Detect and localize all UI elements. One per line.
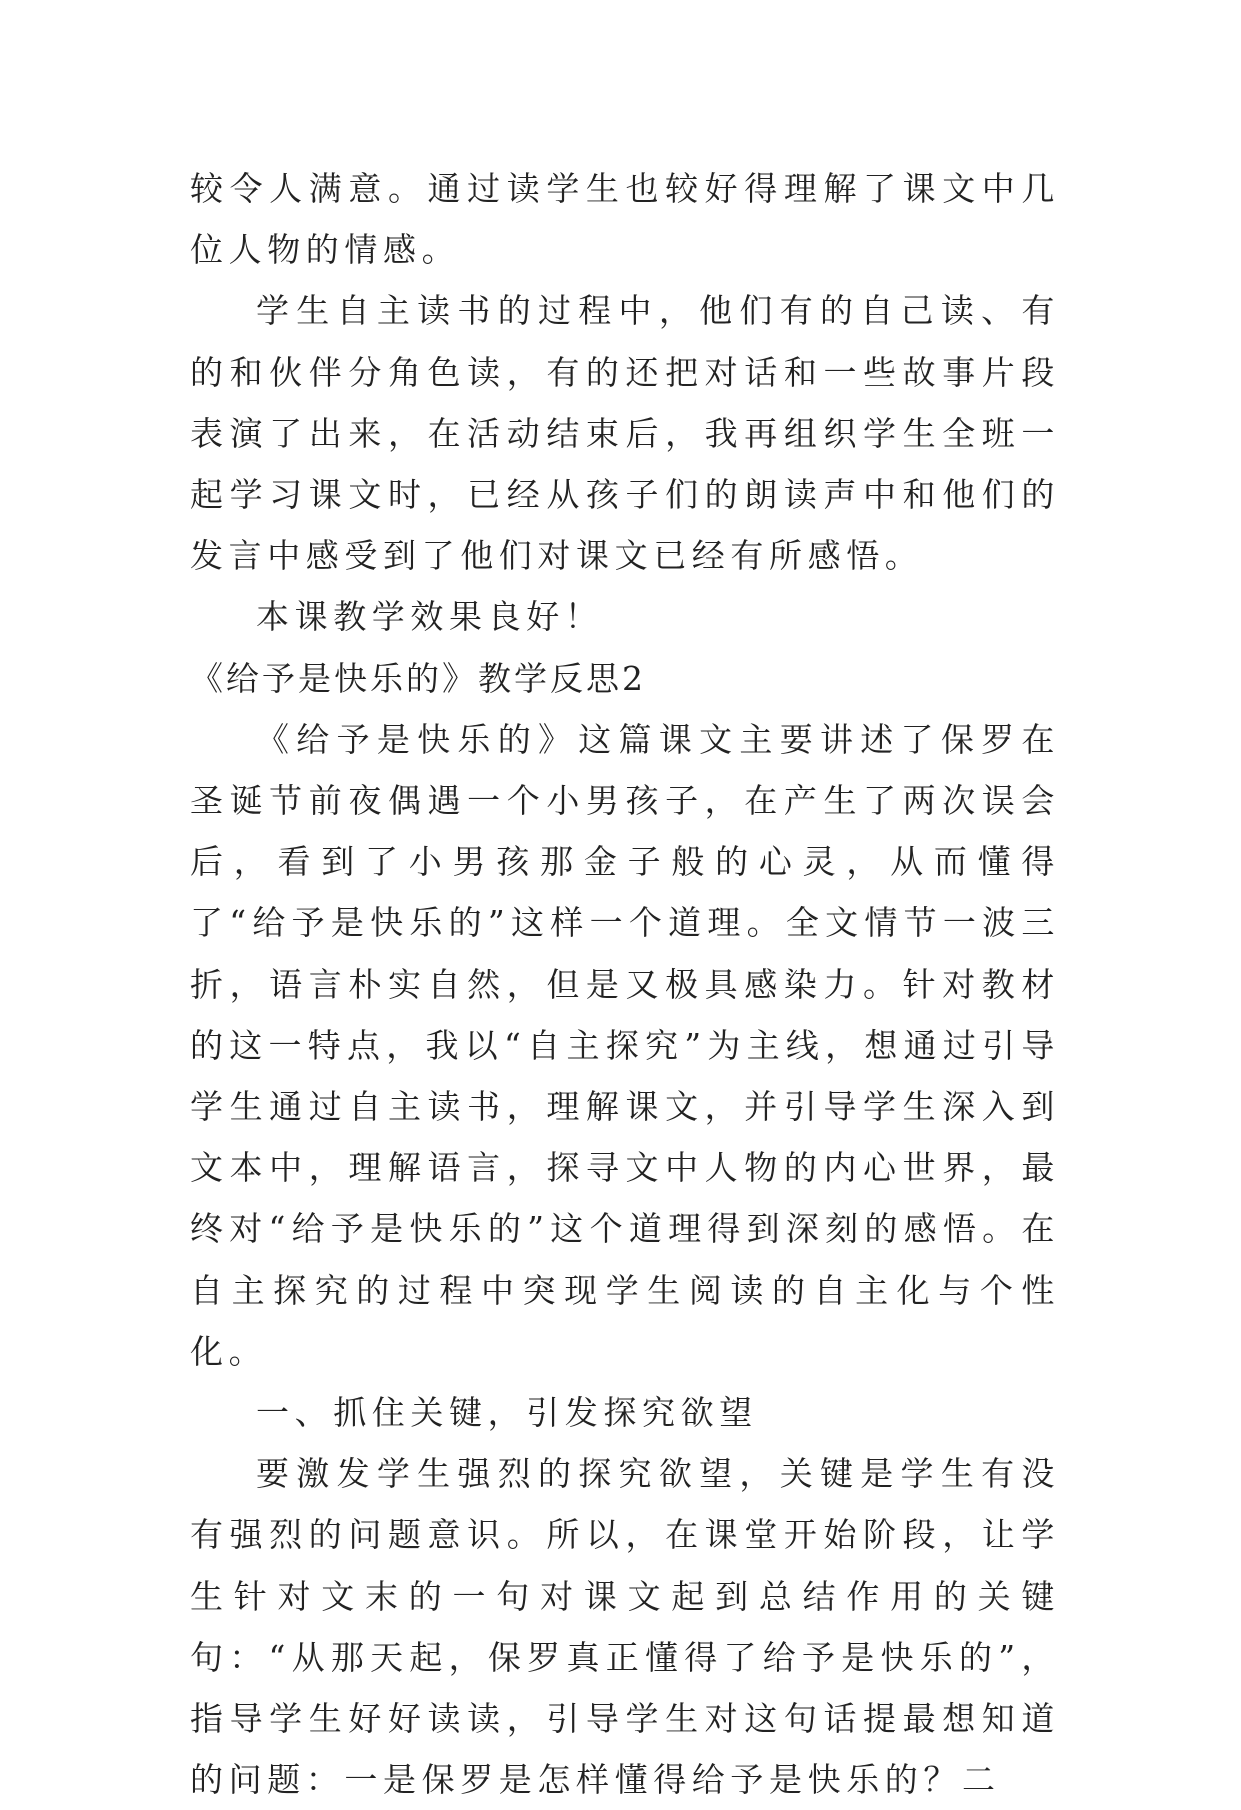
paragraph: 学生自主读书的过程中，他们有的自己读、有的和伙伴分角色读，有的还把对话和一些故事片段表演了出来，在活动结束后，我再组织学生全班一起学习课文时，已经从孩子们的朗读声中和他们的发言中感受到了他们对课文已经有所感悟。: [190, 291, 1060, 576]
document-page: [190, 158, 1060, 1810]
paragraph: 要激发学生强烈的探究欲望，关键是学生有没有强烈的问题意识。所以，在课堂开始阶段，让学生针对文末的一句对课文起到总结作用的关键句：“从那天起，保罗真正懂得了给予是快乐的”，指导学生好好读读，引导学生对这句话提最想知道的问题：一是保罗是怎样懂得给予是快乐的？二: [190, 1454, 1060, 1800]
paragraph: 较令人满意。通过读学生也较好得理解了课文中几位人物的情感。: [190, 169, 1060, 270]
section-heading: 一、抓住关键，引发探究欲望: [256, 1393, 758, 1433]
document-title: 《给予是快乐的》教学反思2: [190, 658, 646, 698]
paragraph: 《给予是快乐的》这篇课文主要讲述了保罗在圣诞节前夜偶遇一个小男孩子，在产生了两次误会后，看到了小男孩那金子般的心灵，从而懂得了“给予是快乐的”这样一个道理。全文情节一波三折，语言朴实自然，但是又极具感染力。针对教材的这一特点，我以“自主探究”为主线，想通过引导学生通过自主读书，理解课文，并引导学生深入到文本中，理解语言，探寻文中人物的内心世界，最终对“给予是快乐的”这个道理得到深刻的感悟。在自主探究的过程中突现学生阅读的自主化与个性化。: [190, 719, 1060, 1371]
paragraph: 本课教学效果良好！: [256, 597, 604, 637]
